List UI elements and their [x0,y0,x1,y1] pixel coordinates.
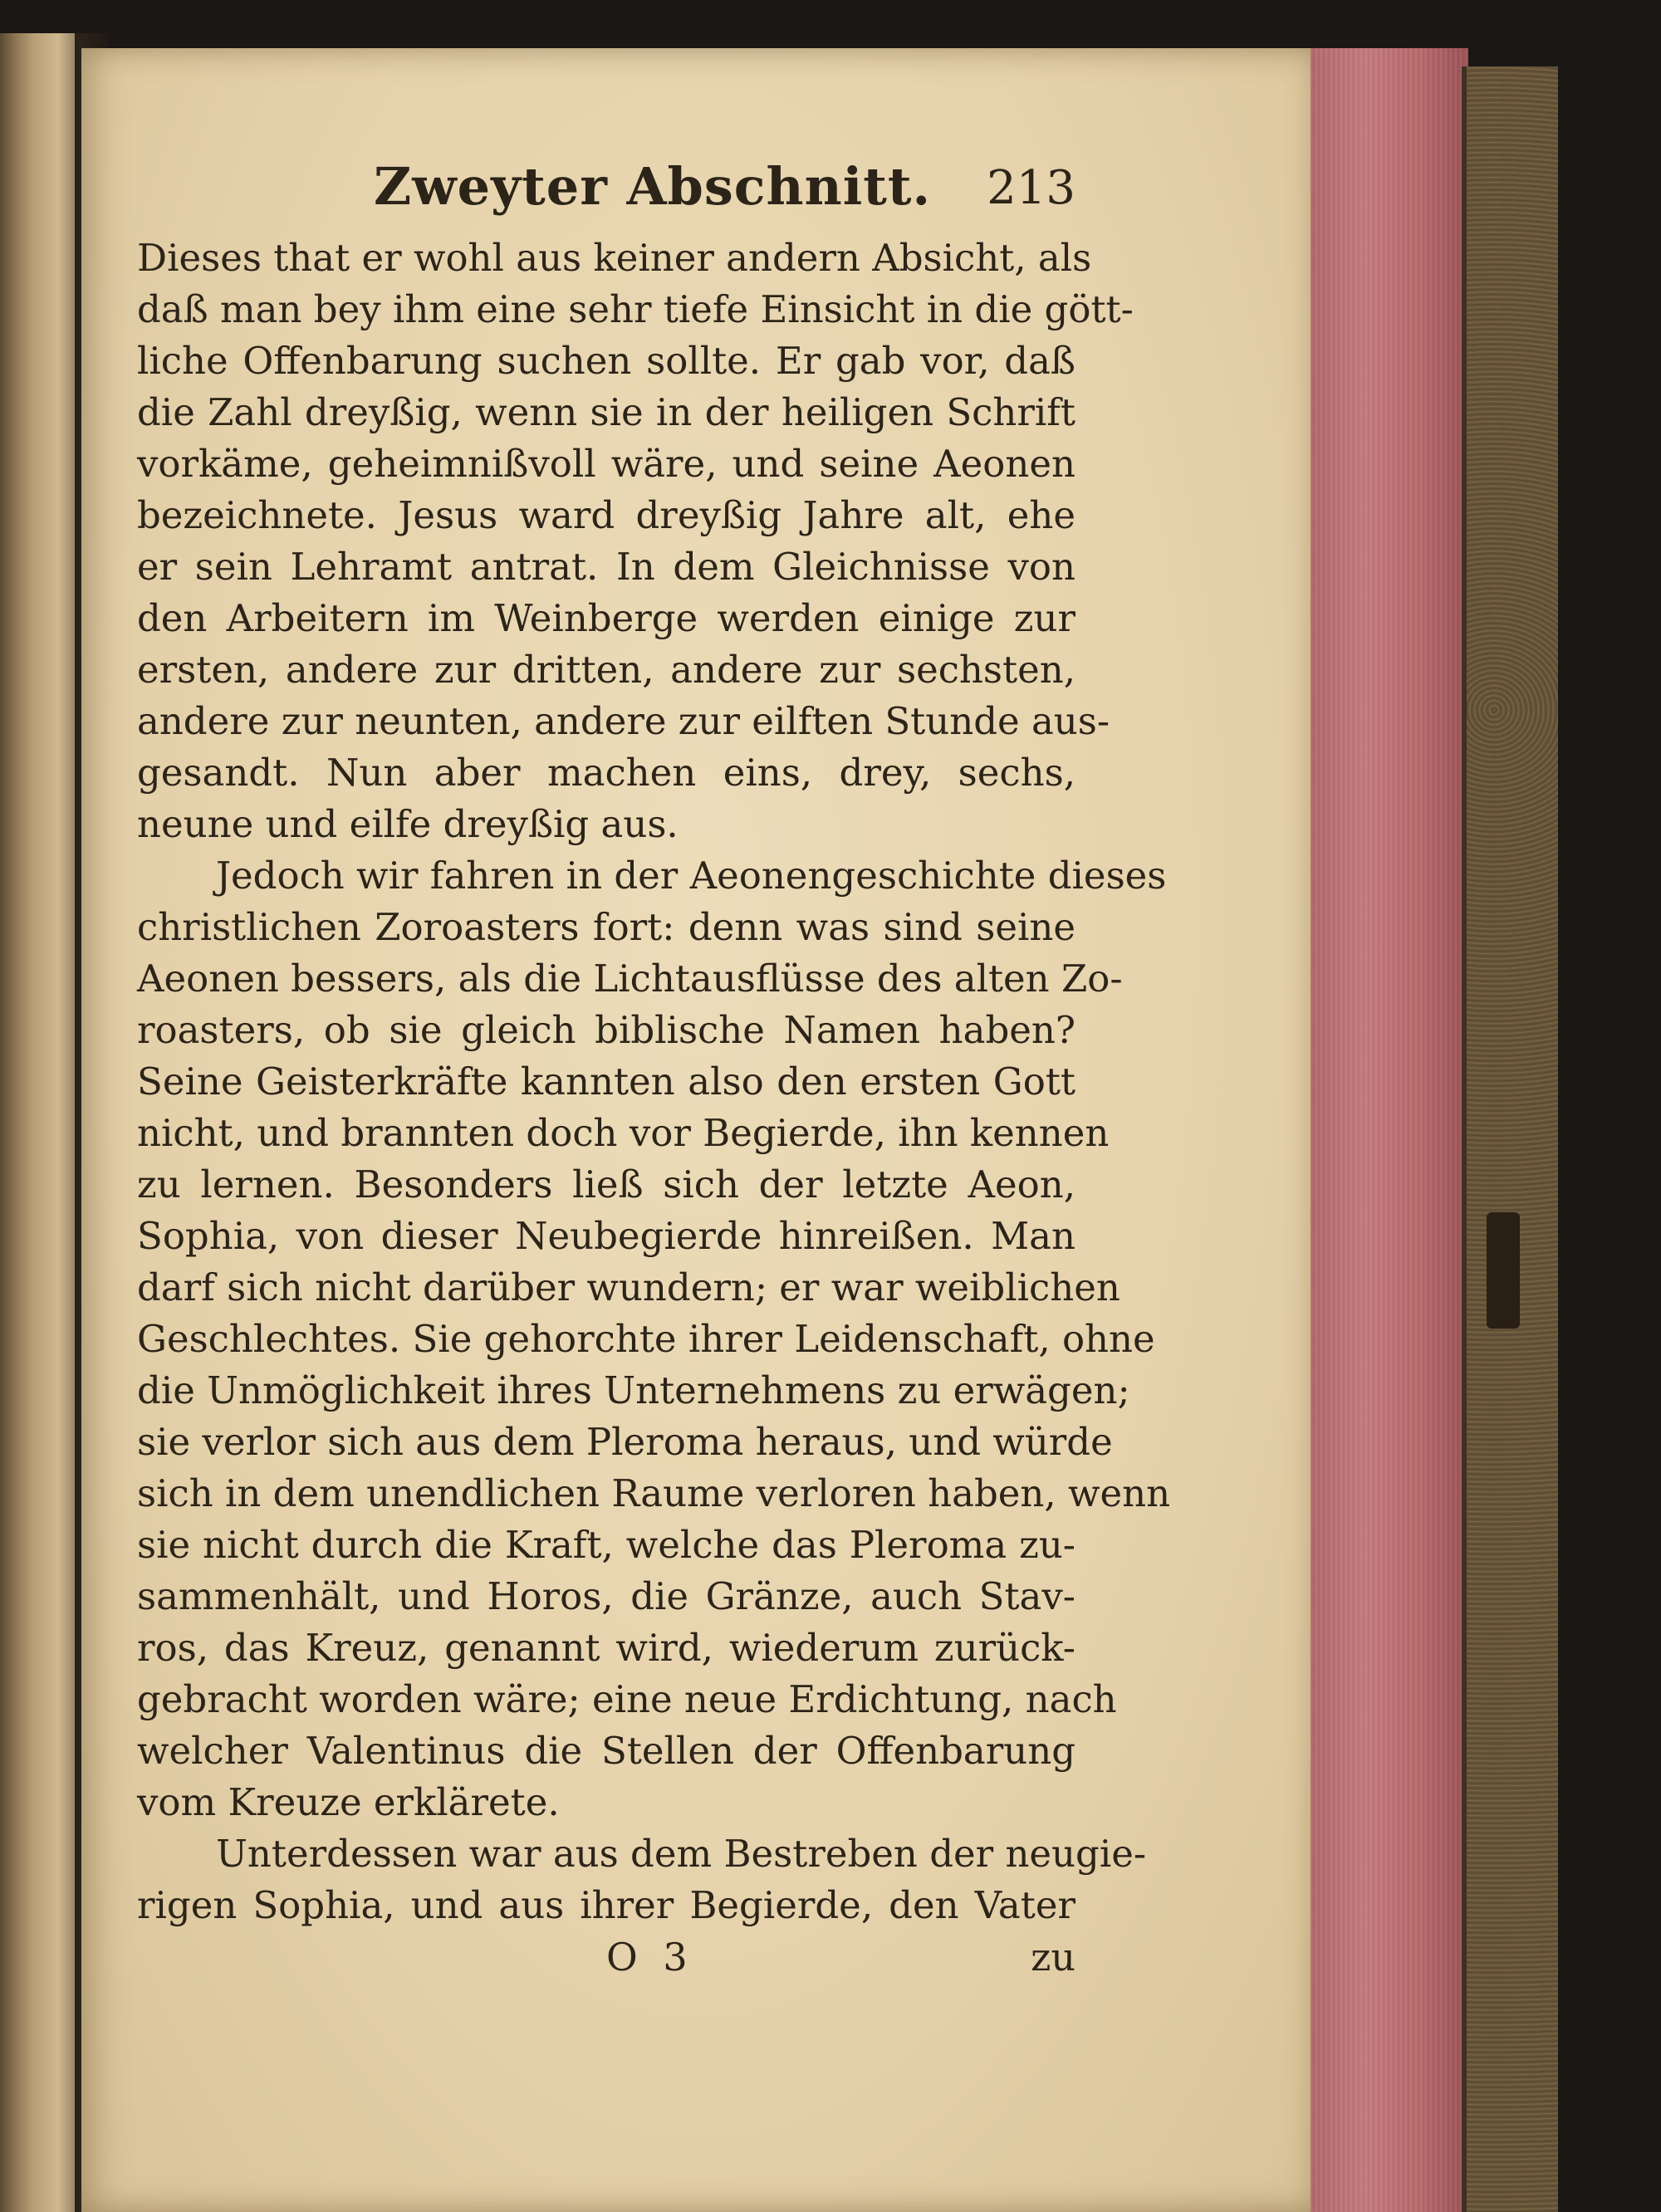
text-line: nicht, und brannten doch vor Begierde, ihn kennen [137,1111,1110,1155]
text-line: Dieses that er wohl aus keiner andern Absicht, als [137,236,1092,280]
text-line: sich in dem unendlichen Raume verloren haben, wenn [137,1471,1171,1515]
text-line: welcher Valentinus die Stellen der Offenbarung [137,1729,1075,1773]
text-line: Sophia, von dieser Neubegierde hinreißen. Man [137,1214,1075,1258]
catchword: zu [1031,1935,1075,1980]
text-line: andere zur neunten, andere zur eilften Stunde aus- [137,699,1110,743]
text-line: er sein Lehramt antrat. In dem Gleichnisse von [137,545,1075,589]
text-line: vom Kreuze erklärete. [137,1780,560,1824]
page-footer [137,1935,1075,1993]
text-line: Seine Geisterkräfte kannten also den ersten Gott [137,1060,1075,1104]
text-line: christlichen Zoroasters fort: denn was sind seine [137,905,1075,949]
text-line: die Unmöglichkeit ihres Unternehmens zu erwägen; [137,1368,1130,1412]
text-line: ros, das Kreuz, genannt wird, wiederum zurück- [137,1626,1075,1670]
red-page-edges [1311,48,1468,2212]
running-head: Zweyter Abschnitt. [374,156,932,217]
text-line: Geschlechtes. Sie gehorchte ihrer Leidenschaft, ohne [137,1317,1155,1361]
text-line: roasters, ob sie gleich biblische Namen haben? [137,1008,1075,1052]
book-cover [1462,66,1558,2212]
text-line: Unterdessen war aus dem Bestreben der neugie- [216,1832,1147,1876]
text-line: vorkäme, geheimnißvoll wäre, und seine Aeonen [137,442,1075,486]
text-line: gesandt. Nun aber machen eins, drey, sechs, [137,751,1075,795]
text-line: den Arbeitern im Weinberge werden einige zur [137,596,1075,640]
text-line: darf sich nicht darüber wundern; er war weiblichen [137,1265,1120,1309]
text-line: ersten, andere zur dritten, andere zur sechsten, [137,648,1075,692]
page-text [137,141,1171,1993]
signature-mark: O 3 [606,1935,694,1980]
page-header [137,141,1075,232]
text-line: rigen Sophia, und aus ihrer Begierde, den Vater [137,1883,1075,1927]
cover-clasp [1487,1212,1520,1329]
text-line: Jedoch wir fahren in der Aeonengeschichte dieses [216,854,1167,898]
text-line: neune und eilfe dreyßig aus. [137,802,679,846]
text-line: sie verlor sich aus dem Pleroma heraus, und würde [137,1420,1113,1464]
text-line: bezeichnete. Jesus ward dreyßig Jahre alt, ehe [137,493,1075,537]
text-line: die Zahl dreyßig, wenn sie in der heiligen Schrift [137,390,1075,434]
text-line: zu lernen. Besonders ließ sich der letzte Aeon, [137,1162,1075,1206]
text-line: gebracht worden wäre; eine neue Erdichtung, nach [137,1677,1117,1721]
page-number: 213 [987,161,1075,215]
text-line: Aeonen bessers, als die Lichtausflüsse des alten Zo- [137,957,1123,1001]
text-line: sie nicht durch die Kraft, welche das Pleroma zu- [137,1523,1075,1567]
text-line: liche Offenbarung suchen sollte. Er gab vor, daß [137,339,1075,383]
text-line: sammenhält, und Horos, die Gränze, auch Stav- [137,1574,1075,1618]
text-line: daß man bey ihm eine sehr tiefe Einsicht in die gött- [137,287,1134,331]
